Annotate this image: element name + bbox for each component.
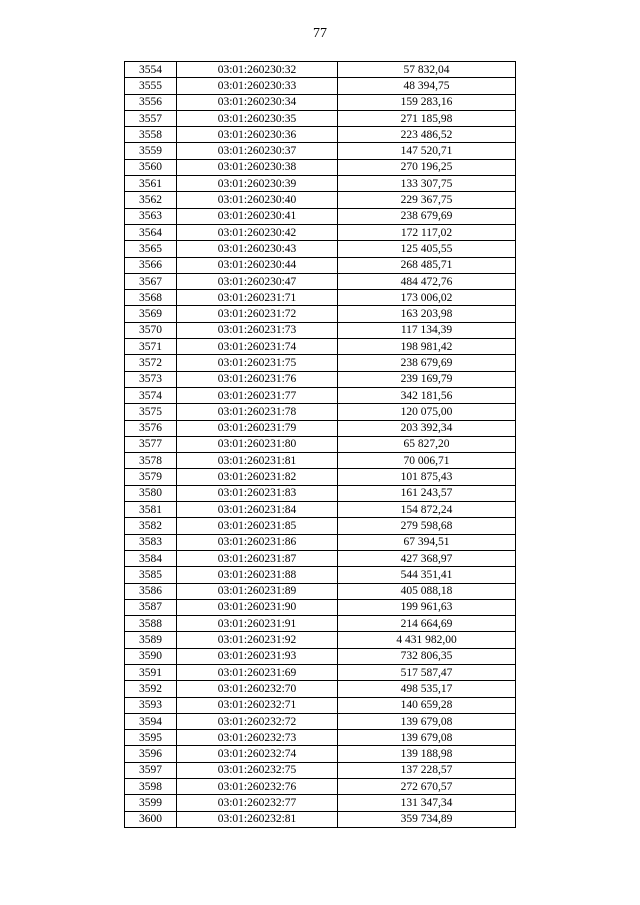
value-cell: 173 006,02 — [338, 290, 516, 306]
row-number-cell: 3575 — [125, 404, 177, 420]
row-number-cell: 3554 — [125, 62, 177, 78]
row-number-cell: 3577 — [125, 436, 177, 452]
cadastral-number-cell: 03:01:260230:40 — [177, 192, 338, 208]
cadastral-number-cell: 03:01:260231:78 — [177, 404, 338, 420]
row-number-cell: 3595 — [125, 730, 177, 746]
table-row — [125, 811, 516, 827]
row-number-cell: 3563 — [125, 208, 177, 224]
value-cell: 272 670,57 — [338, 779, 516, 795]
row-number-cell: 3557 — [125, 110, 177, 126]
cadastral-number-cell: 03:01:260231:75 — [177, 355, 338, 371]
row-number-cell: 3593 — [125, 697, 177, 713]
table-row — [125, 257, 516, 273]
row-number-cell: 3599 — [125, 795, 177, 811]
cadastral-number-cell: 03:01:260231:85 — [177, 518, 338, 534]
cadastral-number-cell: 03:01:260232:77 — [177, 795, 338, 811]
table-row — [125, 420, 516, 436]
row-number-cell: 3582 — [125, 518, 177, 534]
table-row — [125, 290, 516, 306]
row-number-cell: 3591 — [125, 664, 177, 680]
cadastral-number-cell: 03:01:260230:34 — [177, 94, 338, 110]
page-number: 77 — [313, 26, 327, 41]
value-cell: 214 664,69 — [338, 616, 516, 632]
value-cell: 101 875,43 — [338, 469, 516, 485]
value-cell: 405 088,18 — [338, 583, 516, 599]
table-row — [125, 404, 516, 420]
cadastral-number-cell: 03:01:260231:79 — [177, 420, 338, 436]
cadastral-number-cell: 03:01:260231:72 — [177, 306, 338, 322]
value-cell: 427 368,97 — [338, 550, 516, 566]
cadastral-number-cell: 03:01:260231:92 — [177, 632, 338, 648]
value-cell: 198 981,42 — [338, 339, 516, 355]
cadastral-number-cell: 03:01:260230:44 — [177, 257, 338, 273]
table-row — [125, 502, 516, 518]
cadastral-number-cell: 03:01:260230:35 — [177, 110, 338, 126]
table-row — [125, 681, 516, 697]
table-row — [125, 746, 516, 762]
row-number-cell: 3598 — [125, 779, 177, 795]
cadastral-number-cell: 03:01:260231:83 — [177, 485, 338, 501]
row-number-cell: 3586 — [125, 583, 177, 599]
value-cell: 199 961,63 — [338, 599, 516, 615]
value-cell: 172 117,02 — [338, 224, 516, 240]
row-number-cell: 3589 — [125, 632, 177, 648]
row-number-cell: 3592 — [125, 681, 177, 697]
table-row — [125, 648, 516, 664]
cadastral-number-cell: 03:01:260230:43 — [177, 241, 338, 257]
cadastral-number-cell: 03:01:260231:71 — [177, 290, 338, 306]
value-cell: 203 392,34 — [338, 420, 516, 436]
value-cell: 359 734,89 — [338, 811, 516, 827]
cadastral-number-cell: 03:01:260231:84 — [177, 502, 338, 518]
cadastral-number-cell: 03:01:260231:89 — [177, 583, 338, 599]
table-row — [125, 224, 516, 240]
value-cell: 133 307,75 — [338, 176, 516, 192]
cadastral-number-cell: 03:01:260231:87 — [177, 550, 338, 566]
table-row — [125, 664, 516, 680]
cadastral-number-cell: 03:01:260232:70 — [177, 681, 338, 697]
row-number-cell: 3590 — [125, 648, 177, 664]
row-number-cell: 3561 — [125, 176, 177, 192]
table-row — [125, 762, 516, 778]
cadastral-number-cell: 03:01:260231:74 — [177, 339, 338, 355]
value-cell: 70 006,71 — [338, 453, 516, 469]
cadastral-number-cell: 03:01:260231:80 — [177, 436, 338, 452]
table-row — [125, 453, 516, 469]
row-number-cell: 3558 — [125, 127, 177, 143]
table-row — [125, 616, 516, 632]
table-row — [125, 159, 516, 175]
value-cell: 137 228,57 — [338, 762, 516, 778]
table-row — [125, 273, 516, 289]
row-number-cell: 3585 — [125, 567, 177, 583]
value-cell: 147 520,71 — [338, 143, 516, 159]
table-row — [125, 795, 516, 811]
value-cell: 239 169,79 — [338, 371, 516, 387]
row-number-cell: 3569 — [125, 306, 177, 322]
table-row — [125, 110, 516, 126]
cadastral-number-cell: 03:01:260230:47 — [177, 273, 338, 289]
table-row — [125, 387, 516, 403]
cadastral-number-cell: 03:01:260231:76 — [177, 371, 338, 387]
value-cell: 268 485,71 — [338, 257, 516, 273]
table-row — [125, 176, 516, 192]
value-cell: 544 351,41 — [338, 567, 516, 583]
row-number-cell: 3574 — [125, 387, 177, 403]
table-row — [125, 779, 516, 795]
table-row — [125, 62, 516, 78]
value-cell: 117 134,39 — [338, 322, 516, 338]
value-cell: 229 367,75 — [338, 192, 516, 208]
cadastral-number-cell: 03:01:260231:77 — [177, 387, 338, 403]
value-cell: 139 188,98 — [338, 746, 516, 762]
table-row — [125, 632, 516, 648]
row-number-cell: 3566 — [125, 257, 177, 273]
cadastral-number-cell: 03:01:260230:41 — [177, 208, 338, 224]
cadastral-number-cell: 03:01:260231:82 — [177, 469, 338, 485]
value-cell: 484 472,76 — [338, 273, 516, 289]
cadastral-number-cell: 03:01:260230:39 — [177, 176, 338, 192]
row-number-cell: 3567 — [125, 273, 177, 289]
cadastral-number-cell: 03:01:260232:81 — [177, 811, 338, 827]
row-number-cell: 3559 — [125, 143, 177, 159]
cadastral-number-cell: 03:01:260231:93 — [177, 648, 338, 664]
table-row — [125, 94, 516, 110]
value-cell: 4 431 982,00 — [338, 632, 516, 648]
table-row — [125, 355, 516, 371]
value-cell: 163 203,98 — [338, 306, 516, 322]
row-number-cell: 3572 — [125, 355, 177, 371]
table-row — [125, 567, 516, 583]
row-number-cell: 3562 — [125, 192, 177, 208]
cadastral-number-cell: 03:01:260232:76 — [177, 779, 338, 795]
value-cell: 498 535,17 — [338, 681, 516, 697]
cadastral-number-cell: 03:01:260232:74 — [177, 746, 338, 762]
row-number-cell: 3579 — [125, 469, 177, 485]
row-number-cell: 3565 — [125, 241, 177, 257]
row-number-cell: 3556 — [125, 94, 177, 110]
value-cell: 48 394,75 — [338, 78, 516, 94]
value-cell: 238 679,69 — [338, 355, 516, 371]
table-body — [125, 62, 516, 828]
value-cell: 517 587,47 — [338, 664, 516, 680]
cadastral-number-cell: 03:01:260232:73 — [177, 730, 338, 746]
table-row — [125, 485, 516, 501]
value-cell: 139 679,08 — [338, 730, 516, 746]
value-cell: 57 832,04 — [338, 62, 516, 78]
cadastral-number-cell: 03:01:260230:36 — [177, 127, 338, 143]
row-number-cell: 3581 — [125, 502, 177, 518]
value-cell: 65 827,20 — [338, 436, 516, 452]
value-cell: 67 394,51 — [338, 534, 516, 550]
cadastral-number-cell: 03:01:260230:38 — [177, 159, 338, 175]
row-number-cell: 3576 — [125, 420, 177, 436]
table-row — [125, 339, 516, 355]
table-row — [125, 436, 516, 452]
table-row — [125, 550, 516, 566]
cadastral-number-cell: 03:01:260231:81 — [177, 453, 338, 469]
table-row — [125, 599, 516, 615]
cadastral-number-cell: 03:01:260232:75 — [177, 762, 338, 778]
table-row — [125, 306, 516, 322]
table-row — [125, 713, 516, 729]
row-number-cell: 3570 — [125, 322, 177, 338]
table-row — [125, 127, 516, 143]
value-cell: 279 598,68 — [338, 518, 516, 534]
table-row — [125, 697, 516, 713]
row-number-cell: 3587 — [125, 599, 177, 615]
cadastral-number-cell: 03:01:260231:73 — [177, 322, 338, 338]
table-row — [125, 192, 516, 208]
cadastral-number-cell: 03:01:260231:88 — [177, 567, 338, 583]
value-cell: 161 243,57 — [338, 485, 516, 501]
cadastral-number-cell: 03:01:260231:86 — [177, 534, 338, 550]
row-number-cell: 3571 — [125, 339, 177, 355]
row-number-cell: 3583 — [125, 534, 177, 550]
table-row — [125, 371, 516, 387]
cadastral-number-cell: 03:01:260230:37 — [177, 143, 338, 159]
row-number-cell: 3584 — [125, 550, 177, 566]
row-number-cell: 3568 — [125, 290, 177, 306]
table-row — [125, 518, 516, 534]
cadastral-number-cell: 03:01:260230:42 — [177, 224, 338, 240]
value-cell: 732 806,35 — [338, 648, 516, 664]
row-number-cell: 3596 — [125, 746, 177, 762]
cadastral-number-cell: 03:01:260231:91 — [177, 616, 338, 632]
value-cell: 238 679,69 — [338, 208, 516, 224]
cadastral-number-cell: 03:01:260232:71 — [177, 697, 338, 713]
value-cell: 159 283,16 — [338, 94, 516, 110]
cadastral-value-table — [124, 61, 516, 828]
table-row — [125, 241, 516, 257]
table-row — [125, 469, 516, 485]
cadastral-number-cell: 03:01:260230:33 — [177, 78, 338, 94]
value-cell: 271 185,98 — [338, 110, 516, 126]
value-cell: 140 659,28 — [338, 697, 516, 713]
table-row — [125, 322, 516, 338]
row-number-cell: 3594 — [125, 713, 177, 729]
row-number-cell: 3578 — [125, 453, 177, 469]
value-cell: 270 196,25 — [338, 159, 516, 175]
row-number-cell: 3555 — [125, 78, 177, 94]
value-cell: 223 486,52 — [338, 127, 516, 143]
cadastral-number-cell: 03:01:260231:69 — [177, 664, 338, 680]
value-cell: 342 181,56 — [338, 387, 516, 403]
table-row — [125, 730, 516, 746]
cadastral-number-cell: 03:01:260230:32 — [177, 62, 338, 78]
row-number-cell: 3588 — [125, 616, 177, 632]
row-number-cell: 3600 — [125, 811, 177, 827]
table-row — [125, 208, 516, 224]
row-number-cell: 3597 — [125, 762, 177, 778]
row-number-cell: 3564 — [125, 224, 177, 240]
row-number-cell: 3560 — [125, 159, 177, 175]
value-cell: 154 872,24 — [338, 502, 516, 518]
cadastral-number-cell: 03:01:260232:72 — [177, 713, 338, 729]
table-row — [125, 143, 516, 159]
value-cell: 120 075,00 — [338, 404, 516, 420]
value-cell: 131 347,34 — [338, 795, 516, 811]
value-cell: 125 405,55 — [338, 241, 516, 257]
table-row — [125, 534, 516, 550]
cadastral-number-cell: 03:01:260231:90 — [177, 599, 338, 615]
row-number-cell: 3573 — [125, 371, 177, 387]
row-number-cell: 3580 — [125, 485, 177, 501]
table-row — [125, 583, 516, 599]
table-row — [125, 78, 516, 94]
value-cell: 139 679,08 — [338, 713, 516, 729]
